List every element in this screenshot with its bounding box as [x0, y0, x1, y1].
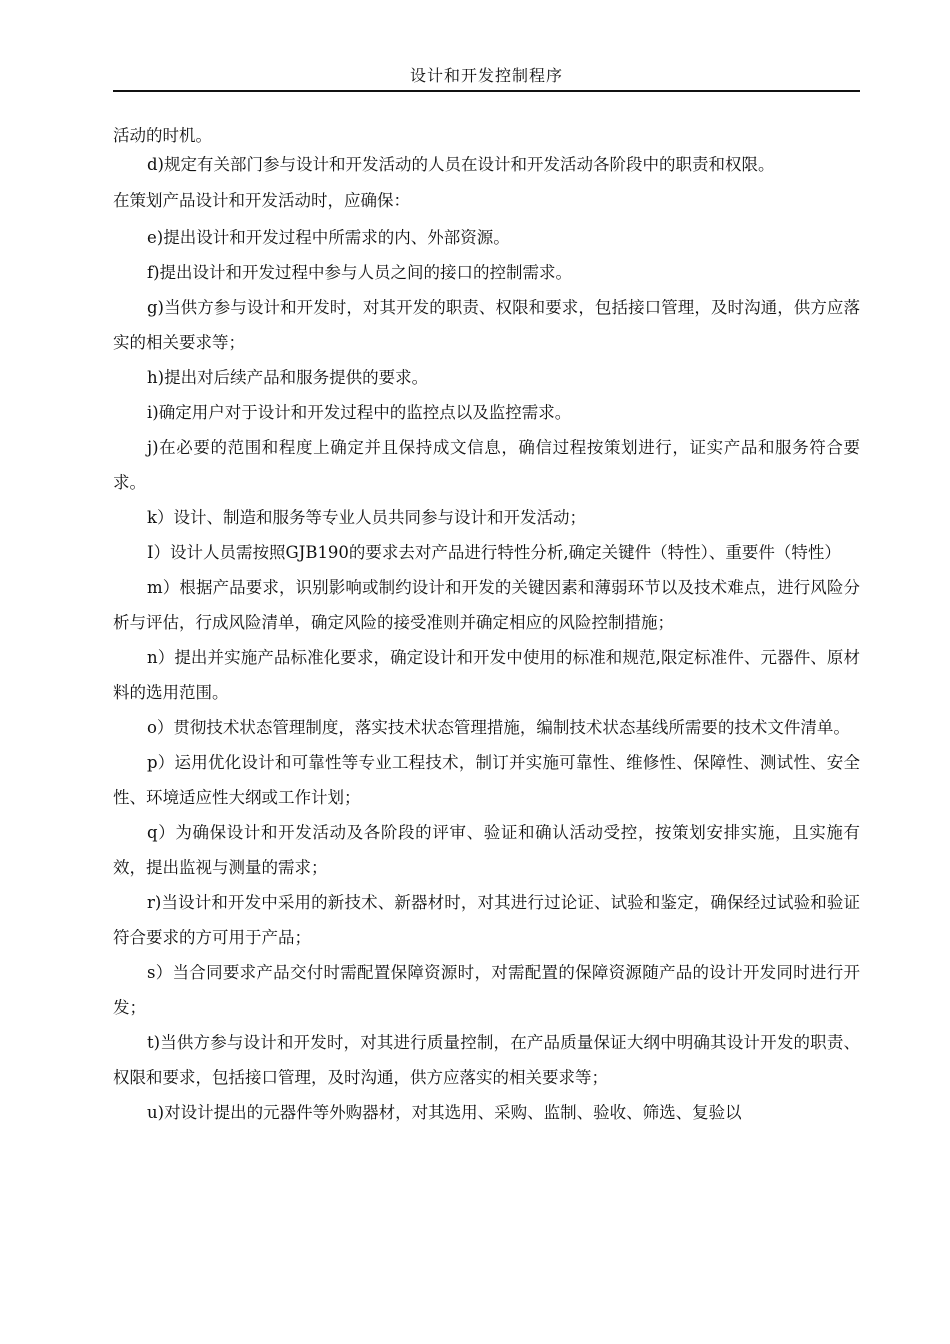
paragraph: j)在必要的范围和程度上确定并且保持成文信息，确信过程按策划进行，证实产品和服务符合要求。: [113, 438, 860, 492]
paragraph: h)提出对后续产品和服务提供的要求。: [147, 368, 429, 387]
document-body: [113, 118, 860, 1130]
paragraph: d)规定有关部门参与设计和开发活动的人员在设计和开发活动各阶段中的职责和权限。: [147, 155, 775, 174]
paragraph: o）贯彻技术状态管理制度，落实技术状态管理措施，编制技术状态基线所需要的技术文件清单。: [147, 718, 850, 737]
paragraph: m）根据产品要求，识别影响或制约设计和开发的关键因素和薄弱环节以及技术难点，进行风险分析与评估，行成风险清单，确定风险的接受准则并确定相应的风险控制措施；: [113, 578, 860, 632]
paragraph: 活动的时机。: [113, 126, 212, 145]
paragraph: e)提出设计和开发过程中所需求的内、外部资源。: [147, 228, 510, 247]
paragraph: s）当合同要求产品交付时需配置保障资源时，对需配置的保障资源随产品的设计开发同时进行开发；: [113, 963, 860, 1017]
paragraph: q）为确保设计和开发活动及各阶段的评审、验证和确认活动受控，按策划安排实施，且实施有效，提出监视与测量的需求；: [113, 823, 860, 877]
document-title: 设计和开发控制程序: [409, 66, 563, 85]
paragraph: u)对设计提出的元器件等外购器材，对其选用、采购、监制、验收、筛选、复验以: [147, 1103, 742, 1122]
paragraph: r)当设计和开发中采用的新技术、新器材时，对其进行过论证、试验和鉴定，确保经过试验和验证符合要求的方可用于产品；: [113, 893, 860, 947]
paragraph: I）设计人员需按照GJB190的要求去对产品进行特性分析,确定关键件（特性）、重要件（特性）: [147, 543, 841, 562]
paragraph: t)当供方参与设计和开发时，对其进行质量控制，在产品质量保证大纲中明确其设计开发的职责、权限和要求，包括接口管理，及时沟通，供方应落实的相关要求等；: [113, 1033, 860, 1087]
page-header: [113, 62, 860, 92]
paragraph: f)提出设计和开发过程中参与人员之间的接口的控制需求。: [147, 263, 573, 282]
paragraph: p）运用优化设计和可靠性等专业工程技术，制订并实施可靠性、维修性、保障性、测试性、安全性、环境适应性大纲或工作计划；: [113, 753, 860, 807]
paragraph: i)确定用户对于设计和开发过程中的监控点以及监控需求。: [147, 403, 572, 422]
paragraph: n）提出并实施产品标准化要求，确定设计和开发中使用的标准和规范,限定标准件、元器件、原材料的选用范围。: [113, 648, 860, 702]
paragraph: g)当供方参与设计和开发时，对其开发的职责、权限和要求，包括接口管理，及时沟通，供方应落实的相关要求等；: [113, 298, 860, 352]
paragraph: 在策划产品设计和开发活动时，应确保：: [113, 191, 410, 210]
paragraph: k）设计、制造和服务等专业人员共同参与设计和开发活动；: [147, 508, 586, 527]
